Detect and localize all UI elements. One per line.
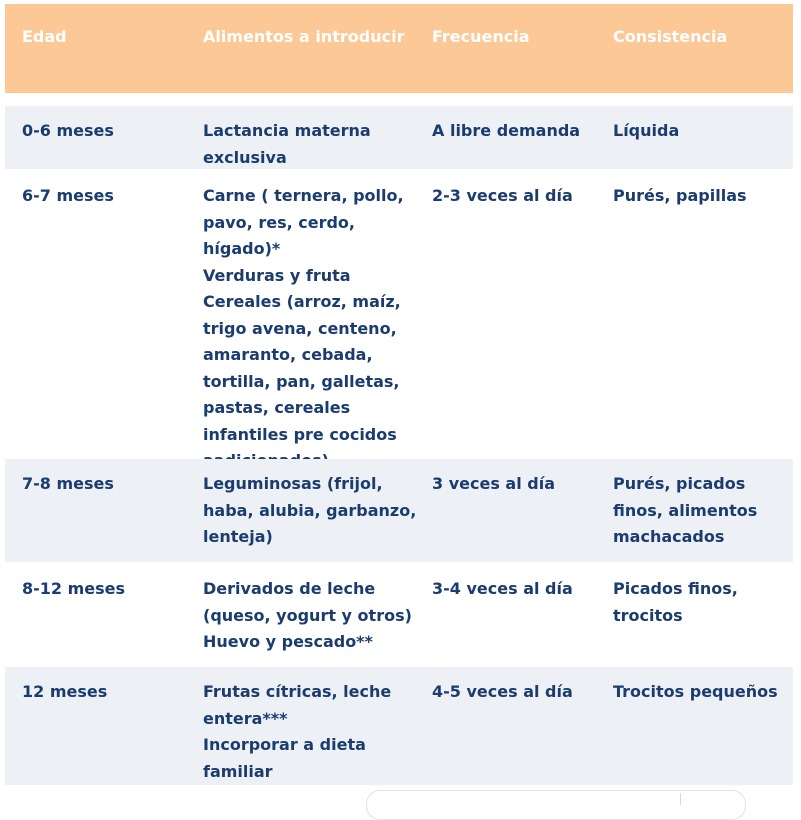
- cell-consistencia: Trocitos pequeños: [613, 682, 778, 701]
- table-header: [5, 4, 793, 93]
- table-row: [5, 106, 793, 171]
- cell-edad: 8-12 meses: [22, 579, 126, 598]
- cell-edad: 7-8 meses: [22, 474, 114, 493]
- header-edad: Edad: [22, 27, 67, 46]
- cell-alimentos: Leguminosas (frijol, haba, alubia, garbanzo, lenteja): [203, 474, 417, 546]
- cell-consistencia: Purés, papillas: [613, 186, 747, 205]
- header-consistencia: Consistencia: [613, 27, 728, 46]
- table-row: [5, 564, 793, 667]
- cell-alimentos: Carne ( ternera, pollo, pavo, res, cerdo, hígado)* Verduras y fruta Cereales (arroz, maíz, trigo avena, centeno, amaranto, cebada, tortilla, pan, galletas, pastas, cereales infantiles pre cocidos: [203, 186, 404, 444]
- partial-bottom-bar: [366, 790, 746, 820]
- feeding-schedule-table: [5, 4, 793, 787]
- cell-alimentos: Derivados de leche (queso, yogurt y otros) Huevo y pescado**: [203, 579, 412, 651]
- table-row: [5, 459, 793, 564]
- bar-divider: [680, 793, 681, 805]
- table-row: [5, 171, 793, 459]
- cell-consistencia: Líquida: [613, 121, 680, 140]
- header-spacer: [5, 93, 793, 106]
- cell-consistencia: Picados finos, trocitos: [613, 579, 738, 625]
- cell-alimentos: Lactancia materna exclusiva: [203, 121, 371, 167]
- cell-consistencia: Purés, picados finos, alimentos machacados: [613, 474, 758, 546]
- cell-frecuencia: 4-5 veces al día: [432, 682, 573, 701]
- cell-edad: 12 meses: [22, 682, 108, 701]
- cell-frecuencia: 2-3 veces al día: [432, 186, 573, 205]
- cell-edad: 0-6 meses: [22, 121, 114, 140]
- table-row: [5, 667, 793, 787]
- header-frecuencia: Frecuencia: [432, 27, 530, 46]
- header-alimentos: Alimentos a introducir: [203, 27, 405, 46]
- cell-frecuencia: 3-4 veces al día: [432, 579, 573, 598]
- cell-frecuencia: 3 veces al día: [432, 474, 555, 493]
- cell-alimentos: Frutas cítricas, leche entera*** Incorporar a dieta familiar: [203, 682, 392, 781]
- cell-frecuencia: A libre demanda: [432, 121, 581, 140]
- cell-edad: 6-7 meses: [22, 186, 114, 205]
